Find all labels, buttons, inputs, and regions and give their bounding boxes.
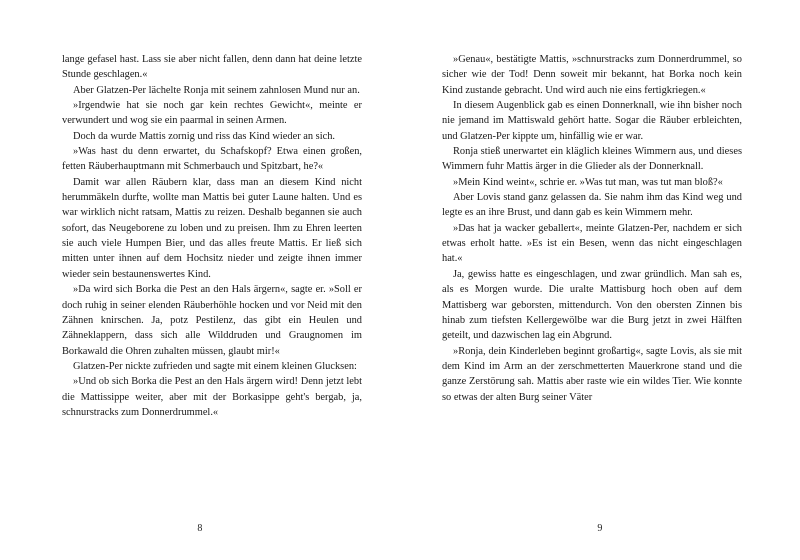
paragraph: lange gefasel hast. Lass sie aber nicht fallen, denn dann hat deine letzte Stunde geschlagen.« xyxy=(62,54,362,81)
paragraph: »Ronja, dein Kinderleben beginnt großartig«, sagte Lovis, als sie mit dem Kind im Arm an der zerschmetterten Mauerkrone stand und die ganze Zerstörung sah. Mattis aber raste wie ein wildes Tier. Wie konnte so etwas der alten Burg seiner Väter xyxy=(442,345,742,403)
paragraph: Glatzen-Per nickte zufrieden und sagte mit einem kleinen Glucksen: xyxy=(73,360,357,372)
paragraph: Ja, gewiss hatte es eingeschlagen, und zwar gründlich. Man sah es, als es Morgen wurde. Die uralte Mattisburg hoch oben auf dem Mattisberg war geborsten, mittendurch. Von den obersten Zinnen bis hinab zum tiefsten Kellergewölbe war die Burg jetzt in zwei Hälften geteilt, und dazwischen lag ein Abgrund. xyxy=(442,268,742,342)
page-number-left: 8 xyxy=(197,523,203,534)
paragraph: »Und ob sich Borka die Pest an den Hals ärgern wird! Denn jetzt lebt die Mattissippe weiter, aber mit der Borkasippe geht's bergab, ja, schnurstracks zum Donnerdrummel.« xyxy=(62,376,362,418)
page-number-right: 9 xyxy=(597,523,603,534)
page-right-text xyxy=(442,52,742,405)
paragraph: »Da wird sich Borka die Pest an den Hals ärgern«, sagte er. »Soll er doch ruhig in seiner elenden Räuberhöhle hocken und vor Neid mit den Zähnen knirschen. Ja, potz Pestilenz, das gibt ein Heulen und Zähneklappern, dass sich alle Wilddruden und Graugnomen im Borkawald die Ohren zuhalten müssen, glaubt mir!« xyxy=(62,284,362,357)
paragraph: Doch da wurde Mattis zornig und riss das Kind wieder an sich. xyxy=(73,130,336,142)
paragraph: »Irgendwie hat sie noch gar kein rechtes Gewicht«, meinte er verwundert und wog sie ein paarmal in seinen Armen. xyxy=(62,100,362,127)
paragraph: »Was hast du denn erwartet, du Schafskopf? Etwa einen großen, fetten Räuberhauptmann mit Schmerbauch und Spitzbart, he?« xyxy=(62,146,362,173)
paragraph: »Genau«, bestätigte Mattis, »schnurstracks zum Donnerdrummel, so sicher wie der Tod! Denn soweit mir bekannt, hat Borka noch kein Kind zustande gebracht. Und wird auch nie eins fertigkriegen.« xyxy=(442,54,742,96)
paragraph: Aber Lovis stand ganz gelassen da. Sie nahm ihm das Kind weg und legte es an ihre Brust, und dann gab es kein Wimmern mehr. xyxy=(442,192,742,219)
paragraph: Aber Glatzen-Per lächelte Ronja mit seinem zahnlosen Mund nur an. xyxy=(73,84,360,96)
paragraph: »Mein Kind weint«, schrie er. »Was tut man, was tut man bloß?« xyxy=(453,176,723,188)
paragraph: »Das hat ja wacker geballert«, meinte Glatzen-Per, nachdem er sich etwas erholt hatte. »Es ist ein Besen, wenn das nicht eingeschlagen hat.« xyxy=(442,222,742,265)
paragraph: In diesem Augenblick gab es einen Donnerknall, wie ihn bisher noch nie jemand im Mattiswald gehört hatte. Sogar die Räuber erbleichten, und Glatzen-Per kippte um, hinfällig wie er war. xyxy=(442,100,742,142)
paragraph: Damit war allen Räubern klar, dass man an diesem Kind nicht herummäkeln durfte, wollte man Mattis bei guter Laune halten. Und es war wirklich nicht ratsam, Mattis zu reizen. Deshalb begannen sie auch sofort, das Neugeborene zu loben und zu preisen. Ihm zu Ehren leerten sie auch viele Humpen Bier, und das alles freute Mattis. Er ließ sich mitten unter ihnen auf dem Hochsitz nieder und zeigte ihnen immer wieder sein bestaunenswertes Kind. xyxy=(62,176,362,280)
paragraph: Ronja stieß unerwartet ein kläglich kleines Wimmern aus, und dieses Wimmern fuhr Mattis ärger in die Glieder als der Donnerknall. xyxy=(442,146,742,173)
page-right xyxy=(400,0,800,560)
page-left-text xyxy=(62,52,362,420)
